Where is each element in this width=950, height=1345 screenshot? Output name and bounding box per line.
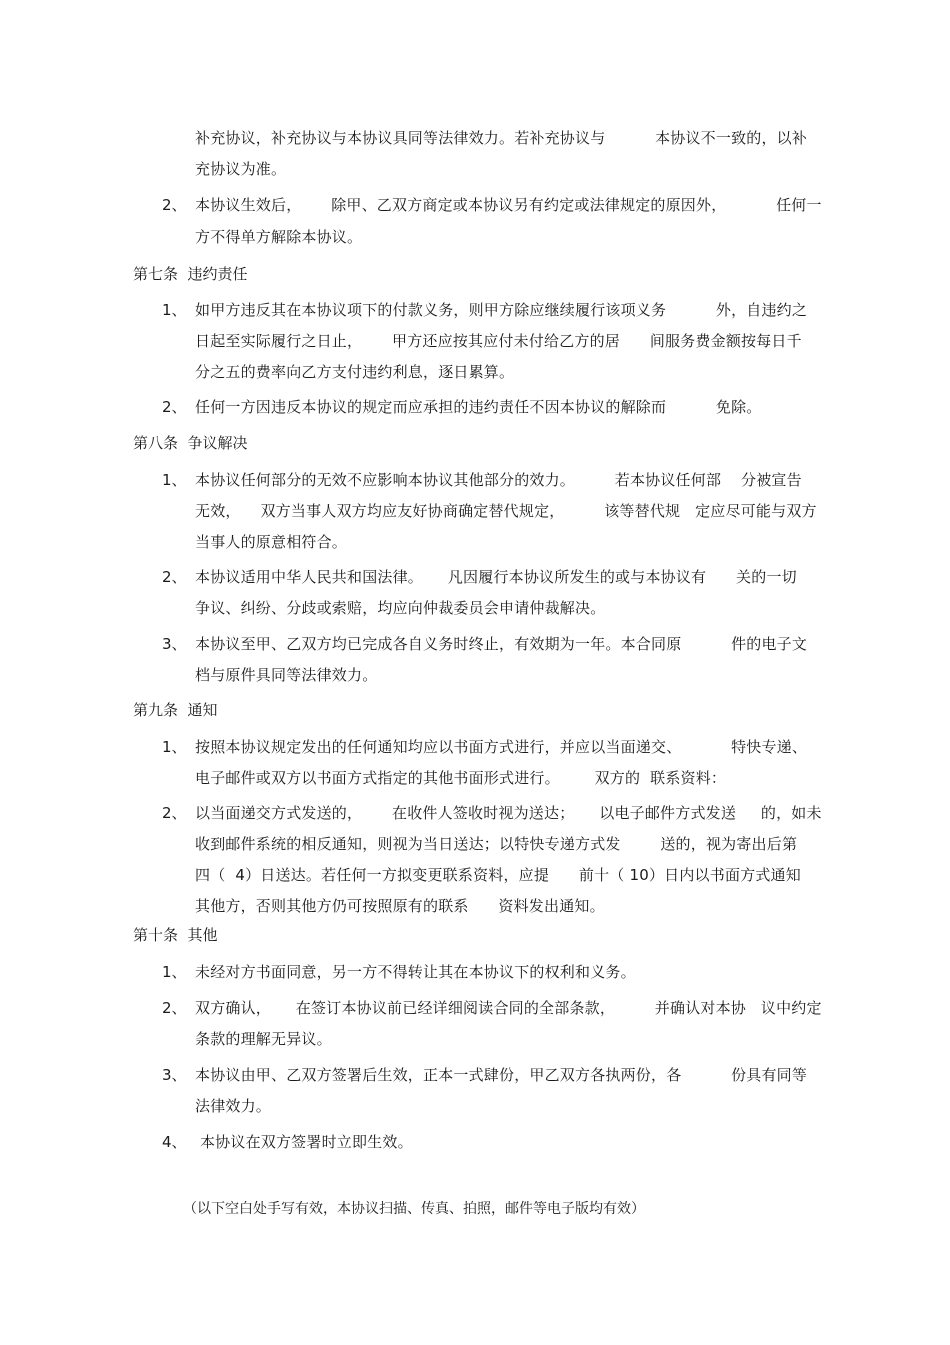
paragraph-line: 无效， 双方当事人双方均应友好协商确定替代规定， 该等替代规 定应尽可能与双方 bbox=[195, 502, 817, 520]
paragraph-line: 本协议任何部分的无效不应影响本协议其他部分的效力。 若本协议任何部 分被宣告 bbox=[195, 471, 802, 489]
item-number: 1、 bbox=[162, 301, 187, 319]
paragraph-line: 本协议在双方签署时立即生效。 bbox=[195, 1133, 413, 1151]
paragraph-line: 条款的理解无异议。 bbox=[195, 1030, 332, 1048]
paragraph-line: 电子邮件或双方以书面方式指定的其他书面形式进行。 双方的 联系资料： bbox=[195, 769, 727, 787]
paragraph-line: 以当面递交方式发送的， 在收件人签收时视为送达； 以电子邮件方式发送 的，如未 bbox=[195, 804, 822, 822]
article-7-heading: 第七条 违约责任 bbox=[133, 265, 248, 283]
item-number: 3、 bbox=[162, 1066, 187, 1084]
article-10-heading: 第十条 其他 bbox=[133, 926, 218, 944]
continuation-line-2: 充协议为准。 bbox=[195, 160, 287, 178]
paragraph-line: 本协议由甲、乙双方签署后生效，正本一式肆份，甲乙双方各执两份，各 份具有同等 bbox=[195, 1066, 808, 1084]
item-number: 3、 bbox=[162, 635, 187, 653]
paragraph-line: 其他方，否则其他方仍可按照原有的联系 资料发出通知。 bbox=[195, 897, 605, 915]
paragraph-line: 收到邮件系统的相反通知，则视为当日送达；以特快专递方式发 送的，视为寄出后第 bbox=[195, 835, 798, 853]
item-number: 2、 bbox=[162, 398, 187, 416]
paragraph-line: 日起至实际履行之日止， 甲方还应按其应付未付给乙方的居 间服务费金额按每日千 bbox=[195, 332, 802, 350]
article-8-heading: 第八条 争议解决 bbox=[133, 434, 248, 452]
item-number: 1、 bbox=[162, 471, 187, 489]
paragraph-line: 任何一方因违反本协议的规定而应承担的违约责任不因本协议的解除而 免除。 bbox=[195, 398, 762, 416]
paragraph-line: 本协议至甲、乙双方均已完成各自义务时终止，有效期为一年。本合同原 件的电子文 bbox=[195, 635, 808, 653]
paragraph-line: 争议、纠纷、分歧或索赔，均应向仲裁委员会申请仲裁解决。 bbox=[195, 599, 606, 617]
continuation-line-1: 补充协议，补充协议与本协议具同等法律效力。若补充协议与 本协议不一致的，以补 bbox=[195, 129, 808, 147]
paragraph-line: 本协议适用中华人民共和国法律。 凡因履行本协议所发生的或与本协议有 关的一切 bbox=[195, 568, 797, 586]
paragraph-line: 档与原件具同等法律效力。 bbox=[195, 666, 378, 684]
paragraph-line: 方不得单方解除本协议。 bbox=[195, 228, 363, 246]
paragraph-line: 分之五的费率向乙方支付违约利息，逐日累算。 bbox=[195, 363, 515, 381]
paragraph-line: 双方确认， 在签订本协议前已经详细阅读合同的全部条款， 并确认对本协 议中约定 bbox=[195, 999, 822, 1017]
paragraph-line: 法律效力。 bbox=[195, 1097, 272, 1115]
paragraph-line: 当事人的原意相符合。 bbox=[195, 533, 348, 551]
item-number: 2、 bbox=[162, 804, 187, 822]
item-number: 2、 bbox=[162, 196, 187, 214]
item-number: 1、 bbox=[162, 738, 187, 756]
paragraph-line: 如甲方违反其在本协议项下的付款义务，则甲方除应继续履行该项义务 外，自违约之 bbox=[195, 301, 808, 319]
footer-note: （以下空白处手写有效，本协议扫描、传真、拍照，邮件等电子版均有效） bbox=[183, 1201, 645, 1217]
item-number: 2、 bbox=[162, 568, 187, 586]
paragraph-line: 本协议生效后， 除甲、乙双方商定或本协议另有约定或法律规定的原因外， 任何一 bbox=[195, 196, 822, 214]
paragraph-line: 四（ 4）日送达。若任何一方拟变更联系资料，应提 前十（ 10）日内以书面方式通知 bbox=[195, 866, 801, 884]
paragraph-line: 按照本协议规定发出的任何通知均应以书面方式进行，并应以当面递交、 特快专递、 bbox=[195, 738, 808, 756]
item-number: 1、 bbox=[162, 963, 187, 981]
article-9-heading: 第九条 通知 bbox=[133, 701, 218, 719]
item-number: 4、 bbox=[162, 1133, 187, 1151]
paragraph-line: 未经对方书面同意，另一方不得转让其在本协议下的权利和义务。 bbox=[195, 963, 636, 981]
item-number: 2、 bbox=[162, 999, 187, 1017]
